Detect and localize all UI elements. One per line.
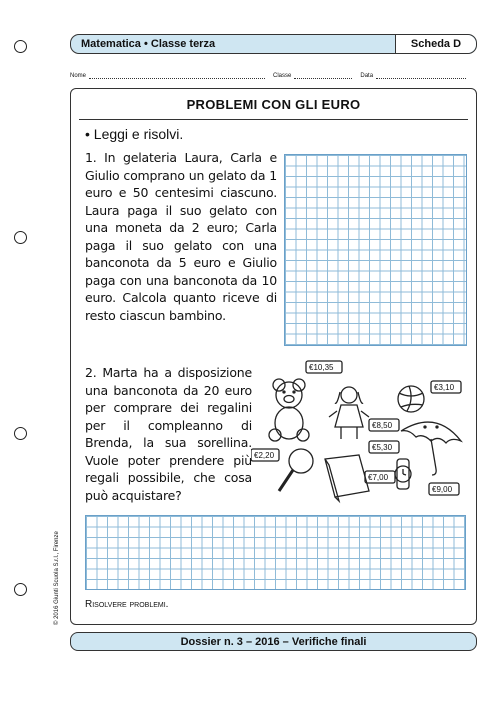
data-field[interactable] bbox=[376, 73, 466, 79]
price-tag-label: €3,10 bbox=[434, 383, 455, 392]
book-icon bbox=[325, 455, 369, 501]
answer-grid-1[interactable] bbox=[284, 154, 467, 346]
price-tag-label: €8,50 bbox=[372, 421, 393, 430]
magnifier-icon bbox=[279, 449, 313, 491]
answer-grid-2[interactable] bbox=[85, 515, 466, 590]
title-divider bbox=[79, 119, 468, 120]
nome-label: Nome bbox=[70, 73, 87, 79]
subject-label: Matematica • Classe terza bbox=[81, 38, 216, 50]
data-label: Data bbox=[360, 73, 374, 79]
ball-icon bbox=[398, 386, 424, 412]
scheda-label: Scheda D bbox=[395, 35, 476, 53]
classe-field[interactable] bbox=[294, 73, 352, 79]
nome-field[interactable] bbox=[89, 73, 265, 79]
doll-icon bbox=[329, 387, 369, 439]
umbrella-icon bbox=[401, 422, 461, 475]
page-header bbox=[70, 34, 477, 54]
copyright: © 2016 Giunti Scuola S.r.l., Firenze bbox=[54, 531, 60, 625]
problem-1-text: 1. In gelateria Laura, Carla e Giulio comprano un gelato da 1 euro e 50 centesimi ciascuno. Laura paga il suo gelato con una moneta da 2 euro; Carla paga il suo gelato con una banconota da 5 euro e Giulio paga con una banconota da 10 euro. Calcola quanto riceve di resto ciascun bambino. bbox=[85, 150, 277, 323]
watch-icon bbox=[395, 459, 411, 489]
gifts-illustration bbox=[251, 359, 471, 509]
price-tag-label: €10,35 bbox=[309, 363, 334, 372]
page-title: PROBLEMI CON GLI EURO bbox=[186, 97, 361, 112]
binder-hole bbox=[14, 583, 27, 596]
worksheet-panel bbox=[70, 88, 477, 625]
price-tag-label: €9,00 bbox=[432, 485, 453, 494]
price-tag-label: €2,20 bbox=[254, 451, 275, 460]
binder-hole bbox=[14, 231, 27, 244]
page-footer: Dossier n. 3 – 2016 – Verifiche finali bbox=[70, 632, 477, 651]
binder-hole bbox=[14, 427, 27, 440]
skill-label: Risolvere problemi. bbox=[85, 599, 169, 610]
binder-hole bbox=[14, 40, 27, 53]
problem-2-text: 2. Marta ha a disposizione una banconota da 20 euro per comprare dei regalini per il compleanno di Brenda, la sua sorellina. Vuole poter prendere più regali possibile, che cosa può acquistare? bbox=[85, 365, 252, 503]
price-tag-label: €5,30 bbox=[372, 443, 393, 452]
classe-label: Classe bbox=[273, 73, 292, 79]
price-tag-label: €7,00 bbox=[368, 473, 389, 482]
teddy-bear-icon bbox=[269, 379, 309, 441]
instruction: • Leggi e risolvi. bbox=[85, 126, 184, 142]
student-fields bbox=[70, 67, 475, 79]
